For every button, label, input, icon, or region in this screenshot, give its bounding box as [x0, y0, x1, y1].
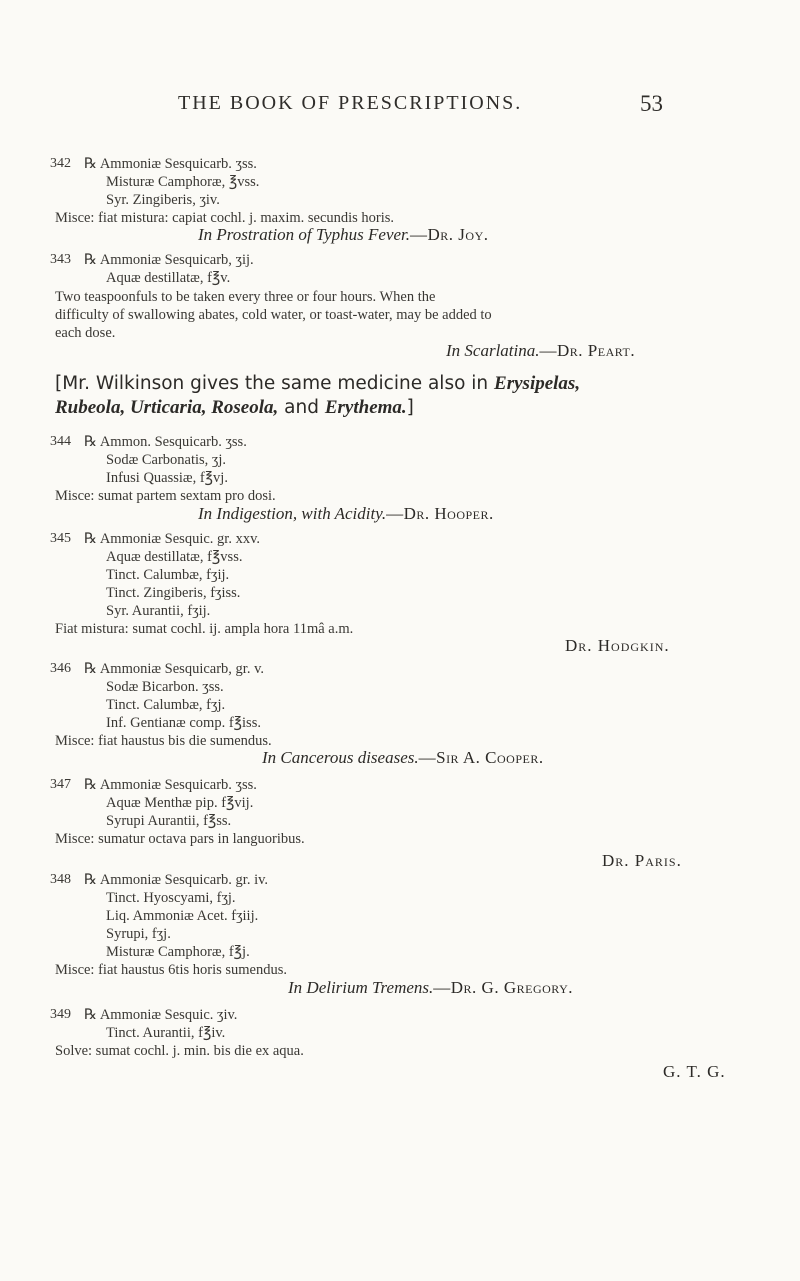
ingredient-line: Tinct. Calumbæ, fʒj.	[106, 697, 226, 713]
ingredient-line: Syrupi, fʒj.	[106, 926, 171, 942]
condition-attribution: In Indigestion, with Acidity.—Dr. Hooper.	[198, 504, 494, 523]
entry-number: 346	[50, 661, 71, 676]
ingredient-line: Liq. Ammoniæ Acet. fʒiij.	[106, 908, 259, 924]
directions-line: each dose.	[55, 325, 116, 341]
entry-number: 345	[50, 531, 71, 546]
entry-number: 349	[50, 1007, 71, 1022]
directions-line: Fiat mistura: sumat cochl. ij. ampla hora 11mâ a.m.	[55, 621, 354, 637]
condition-attribution: In Prostration of Typhus Fever.—Dr. Joy.	[198, 225, 489, 244]
ingredient-line: Sodæ Bicarbon. ʒss.	[106, 679, 224, 695]
ingredient-line: ℞ Ammoniæ Sesquicarb. gr. iv.	[84, 872, 269, 888]
ingredient-line: Sodæ Carbonatis, ʒj.	[106, 452, 227, 468]
ingredient-line: ℞ Ammon. Sesquicarb. ʒss.	[84, 434, 247, 450]
ingredient-line: Syr. Aurantii, fʒij.	[106, 603, 211, 619]
directions-line: Solve: sumat cochl. j. min. bis die ex aqua.	[55, 1043, 304, 1059]
entry-number: 342	[50, 156, 71, 171]
ingredient-line: Tinct. Aurantii, f℥iv.	[106, 1025, 226, 1041]
ingredient-line: Aquæ destillatæ, f℥vss.	[106, 549, 243, 565]
directions-line: Misce: fiat mistura: capiat cochl. j. maxim. secundis horis.	[55, 210, 395, 226]
ingredient-line: Aquæ destillatæ, f℥v.	[106, 270, 231, 286]
ingredient-line: ℞ Ammoniæ Sesquicarb, gr. v.	[84, 661, 265, 677]
attribution: G. T. G.	[663, 1062, 726, 1081]
ingredient-line: Inf. Gentianæ comp. f℥iss.	[106, 715, 261, 731]
attribution: Dr. Hodgkin.	[565, 636, 670, 655]
ingredient-line: Aquæ Menthæ pip. f℥vij.	[106, 795, 254, 811]
ingredient-line: Syr. Zingiberis, ʒiv.	[106, 192, 220, 208]
entry-number: 343	[50, 252, 71, 267]
directions-line: Misce: fiat haustus bis die sumendus.	[55, 733, 272, 749]
ingredient-line: Infusi Quassiæ, f℥vj.	[106, 470, 228, 486]
condition-attribution: In Scarlatina.—Dr. Peart.	[446, 341, 636, 360]
directions-line: Misce: sumat partem sextam pro dosi.	[55, 488, 276, 504]
ingredient-line: Misturæ Camphoræ, f℥j.	[106, 944, 250, 960]
directions-line: difficulty of swallowing abates, cold water, or toast-water, may be added to	[55, 307, 492, 323]
ingredient-line: ℞ Ammoniæ Sesquic. ʒiv.	[84, 1007, 238, 1023]
editor-note-line: [Mr. Wilkinson gives the same medicine also in Erysipelas,	[55, 373, 581, 394]
running-title: THE BOOK OF PRESCRIPTIONS.	[178, 92, 523, 114]
ingredient-line: ℞ Ammoniæ Sesquicarb, ʒij.	[84, 252, 254, 268]
editor-note-line: Rubeola, Urticaria, Roseola, and Erythema.]	[55, 397, 414, 418]
ingredient-line: ℞ Ammoniæ Sesquicarb. ʒss.	[84, 777, 257, 793]
ingredient-line: ℞ Ammoniæ Sesquic. gr. xxv.	[84, 531, 260, 547]
ingredient-line: Tinct. Calumbæ, fʒij.	[106, 567, 230, 583]
entry-number: 348	[50, 872, 71, 887]
page-header	[0, 92, 800, 122]
ingredient-line: Syrupi Aurantii, f℥ss.	[106, 813, 232, 829]
entry-number: 344	[50, 434, 71, 449]
condition-attribution: In Cancerous diseases.—Sir A. Cooper.	[262, 748, 544, 767]
entry-number: 347	[50, 777, 71, 792]
ingredient-line: Tinct. Hyoscyami, fʒj.	[106, 890, 236, 906]
directions-line: Two teaspoonfuls to be taken every three or four hours. When the	[55, 289, 436, 305]
page-number: 53	[640, 91, 663, 116]
condition-attribution: In Delirium Tremens.—Dr. G. Gregory.	[288, 978, 574, 997]
directions-line: Misce: sumatur octava pars in languoribus.	[55, 831, 305, 847]
ingredient-line: ℞ Ammoniæ Sesquicarb. ʒss.	[84, 156, 257, 172]
ingredient-line: Tinct. Zingiberis, fʒiss.	[106, 585, 241, 601]
attribution: Dr. Paris.	[602, 851, 682, 870]
ingredient-line: Misturæ Camphoræ, ℥vss.	[106, 174, 260, 190]
directions-line: Misce: fiat haustus 6tis horis sumendus.	[55, 962, 287, 978]
